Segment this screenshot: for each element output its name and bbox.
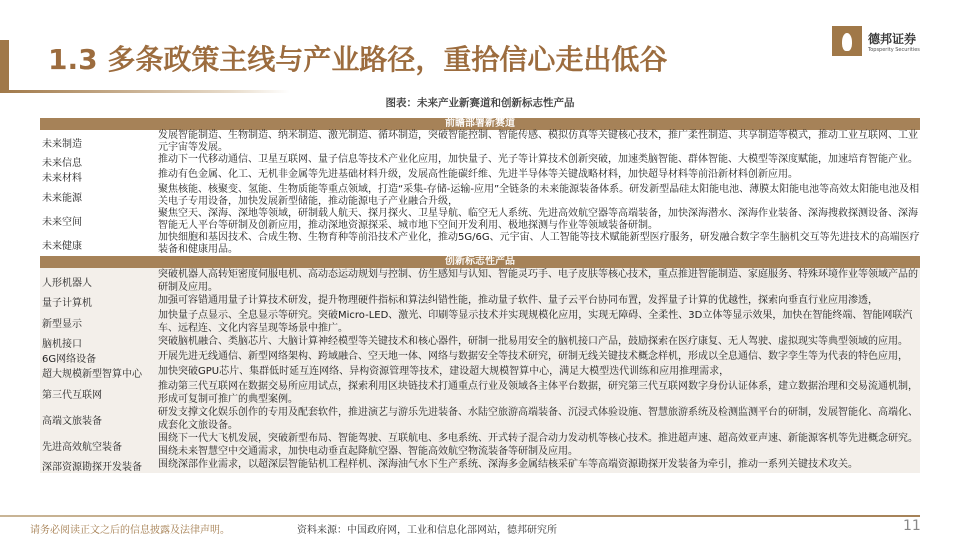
table-row	[40, 309, 920, 335]
section-header: 前瞻部署新赛道	[40, 118, 920, 130]
section-header: 创新标志性产品	[40, 256, 920, 268]
row-description: 推动第三代互联网在数据交易所应用试点，探索利用区块链技术打通重点行业及领域各主体平台数据，研究第三代互联网数字身份认证体系，建立数据治理和交易流通机制，形成可复制可推广的典型案例。	[158, 381, 918, 405]
footer-divider	[0, 515, 920, 517]
row-description: 加快突破GPU芯片、集群低时延互连网络、异构资源管理等技术，建设超大规模智算中心，满足大模型迭代训练和应用推理需求，	[158, 366, 730, 377]
table-row	[40, 294, 920, 309]
row-label: 未来材料	[42, 173, 82, 184]
logo-name: 德邦证券	[868, 31, 917, 46]
title-accent-bar	[0, 40, 9, 92]
table-row	[40, 365, 920, 380]
table-row	[40, 208, 920, 232]
row-description: 开展先进无线通信、新型网络架构、跨域融合、空天地一体、网络与数据安全等技术研究，研制无线关键技术概念样机，形成以全息通信、数字孪生等为代表的特色应用，	[158, 351, 908, 362]
title-underline	[0, 90, 290, 93]
row-label: 未来能源	[42, 192, 82, 204]
table-row	[40, 154, 920, 169]
row-label: 量子计算机	[42, 298, 92, 309]
row-label: 深部资源勘探开发装备	[42, 462, 142, 473]
row-description: 发展智能制造、生物制造、纳米制造、激光制造、循环制造，突破智能控制、智能传感、模拟仿真等关键核心技术，推广柔性制造、共享制造等模式，推动工业互联网、工业元宇宙等发展。	[158, 130, 918, 153]
table-row	[40, 458, 920, 473]
table-row	[40, 380, 920, 406]
row-description: 推动下一代移动通信、卫星互联网、量子信息等技术产业化应用，加快量子、光子等计算技术创新突破，加速类脑智能、群体智能、大模型等深度赋能，加速培育智能产业。	[158, 154, 918, 165]
disclaimer: 请务必阅读正文之后的信息披露及法律声明。	[30, 525, 230, 536]
table-row	[40, 350, 920, 365]
table-row	[40, 169, 920, 184]
table-row	[40, 268, 920, 294]
row-label: 未来制造	[42, 138, 82, 150]
row-description: 研发支撑文化娱乐创作的专用及配套软件，推进演艺与游乐先进装备、水陆空旅游高端装备、沉浸式体验设施、智慧旅游系统及检测监测平台的研制，发展智能化、高端化、成套化文旅设备。	[158, 407, 918, 431]
policy-table	[40, 118, 920, 473]
company-logo	[832, 26, 920, 56]
row-description: 聚焦空天、深海、深地等领域，研制载人航天、探月探火、卫星导航、临空无人系统、先进高效航空器等高端装备，加快深海潜水、深海作业装备、深海搜救探测设备、深海智能无人平台等研制及创新应用，推动深地资源探采、城市地下空间开发利用、极地探测与作业等领域装备研制。	[158, 208, 918, 231]
row-description: 加快细胞和基因技术、合成生物、生物育种等前沿技术产业化，推动5G/6G、元宇宙、人工智能等技术赋能新型医疗服务，研发融合数字孪生脑机交互等先进技术的高端医疗装备和健康用品。	[158, 232, 920, 255]
table-row	[40, 130, 920, 154]
table-row	[40, 335, 920, 350]
table-section	[40, 256, 920, 473]
row-description: 推动有色金属、化工、无机非金属等先进基础材料升级，发展高性能碳纤维、先进半导体等关键战略材料，加快超导材料等前沿新材料创新应用。	[158, 169, 798, 180]
row-description: 突破脑机融合、类脑芯片、大脑计算神经模型等关键技术和核心器件，研制一批易用安全的脑机接口产品，鼓励探索在医疗康复、无人驾驶、虚拟现实等典型领域的应用。	[158, 336, 908, 347]
row-description: 聚焦核能、核聚变、氢能、生物质能等重点领域，打造“采集-存储-运输-应用”全链条的未来能源装备体系。研发新型晶硅太阳能电池、薄膜太阳能电池等高效太阳能电池及相关电子专用设备，加快发展新型储能，推动能源电子产业融合升级，	[158, 184, 920, 207]
row-description: 突破机器人高转矩密度伺服电机、高动态运动规划与控制、仿生感知与认知、智能灵巧手、电子皮肤等核心技术，重点推进智能制造、家庭服务、特殊环境作业等领域产品的研制及应用。	[158, 269, 918, 293]
logo-mark-icon	[832, 26, 862, 56]
row-label: 先进高效航空装备	[42, 441, 122, 453]
table-section	[40, 118, 920, 256]
source-note: 资料来源：中国政府网，工业和信息化部网站，德邦研究所	[297, 525, 557, 536]
table-row	[40, 232, 920, 256]
table-row	[40, 406, 920, 432]
page-number: 11	[903, 518, 921, 534]
page-title: 1.3 多条政策主线与产业路径，重拾信心走出低谷	[48, 43, 668, 76]
row-description: 围绕下一代大飞机发展，突破新型布局、智能驾驶、互联航电、多电系统、开式转子混合动力发动机等核心技术。推进超声速、超高效亚声速、新能源客机等先进概念研究。围绕未来智慧空中交通需求，加快电动垂直起降航空器、智能高效航空物流装备等研制及应用。	[158, 433, 918, 457]
figure-caption: 图表：未来产业新赛道和创新标志性产品	[385, 97, 575, 109]
row-label: 脑机接口	[42, 339, 82, 350]
row-label: 人形机器人	[42, 277, 92, 289]
row-label: 新型显示	[42, 318, 82, 330]
table-row	[40, 184, 920, 208]
row-description: 加强可容错通用量子计算技术研发，提升物理硬件指标和算法纠错性能，推动量子软件、量子云平台协同布置，发挥量子计算的优越性，探索向垂直行业应用渗透，	[158, 295, 878, 306]
row-label: 未来健康	[42, 240, 82, 252]
table-row	[40, 432, 920, 458]
row-label: 未来空间	[42, 216, 82, 228]
logo-name-en: Topsperity Securities	[868, 46, 920, 53]
row-label: 高端文旅装备	[42, 415, 102, 427]
row-description: 加快量子点显示、全息显示等研究。突破Micro-LED、激光、印刷等显示技术并实现规模化应用，实现无障碍、全柔性、3D立体等显示效果，加快在智能终端、智能网联汽车、远程连、文化内容呈现等场景中推广。	[158, 310, 913, 334]
row-label: 超大规模新型智算中心	[42, 369, 142, 380]
row-label: 未来信息	[42, 158, 82, 169]
row-label: 第三代互联网	[42, 389, 102, 401]
row-label: 6G网络设备	[42, 354, 97, 365]
row-description: 围绕深部作业需求，以超深层智能钻机工程样机、深海油气水下生产系统、深海多金属结核采矿车等高端资源勘探开发装备为牵引，推动一系列关键技术攻关。	[158, 459, 858, 470]
